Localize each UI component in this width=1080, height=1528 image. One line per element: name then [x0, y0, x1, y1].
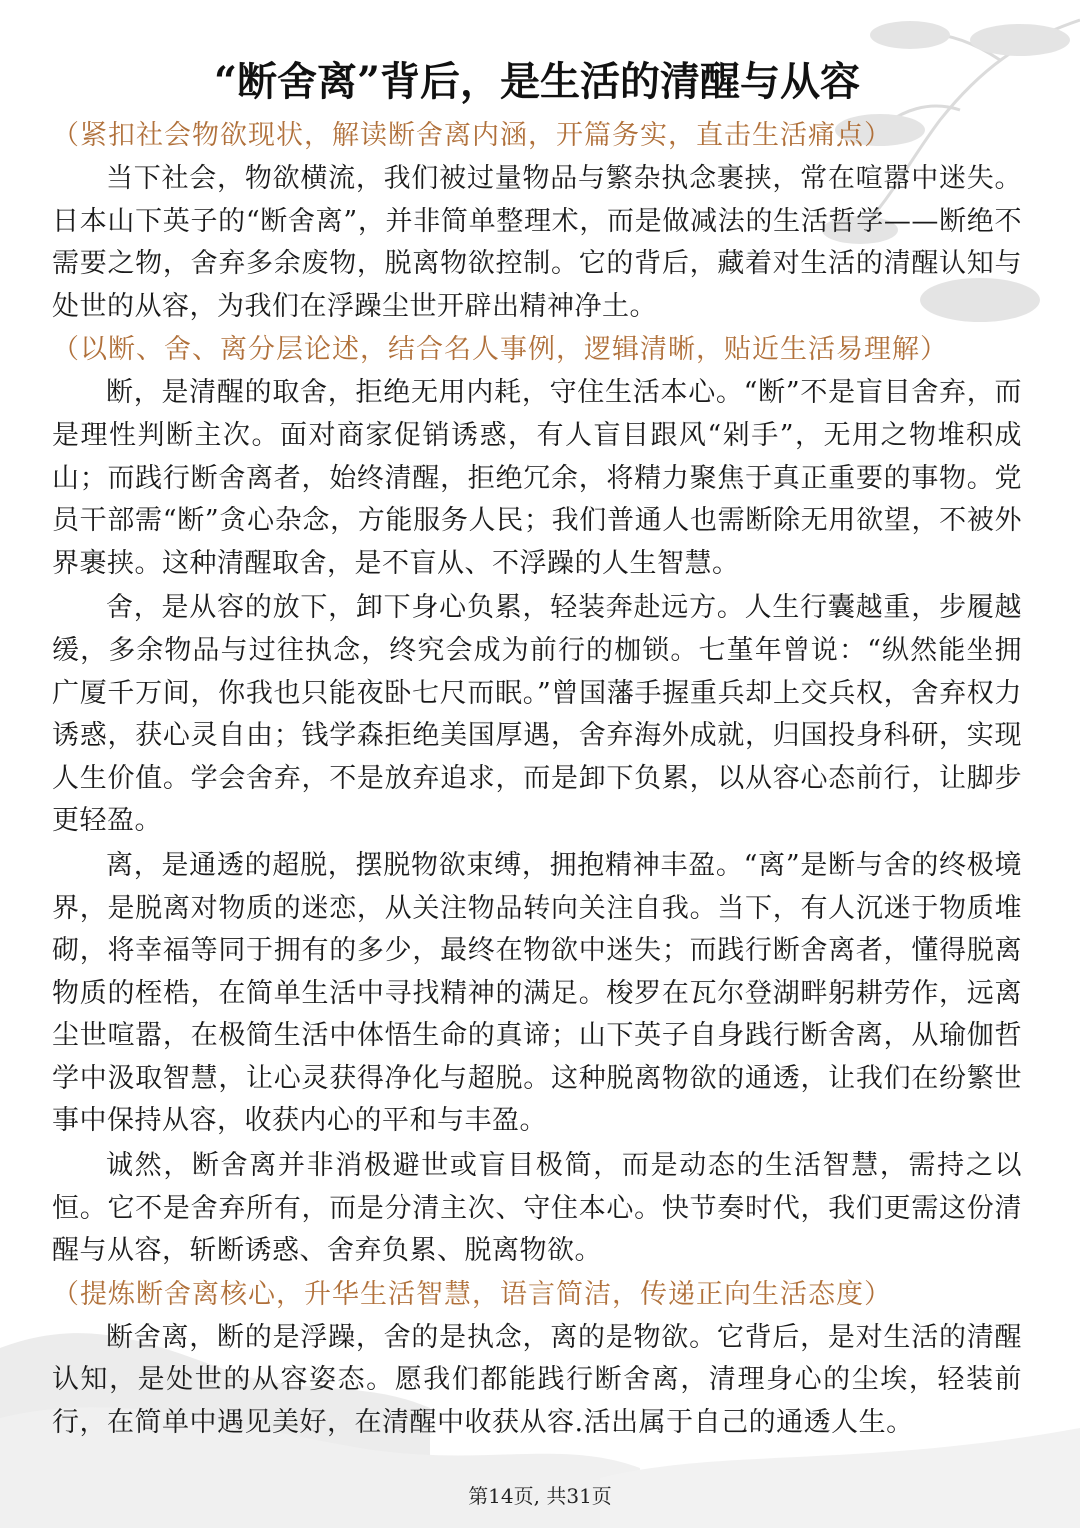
- page-title: “断舍离”背后，是生活的清醒与从容: [213, 58, 860, 105]
- paragraph-1: 当下社会，物欲横流，我们被过量物品与繁杂执念裹挟，常在喧嚣中迷失。日本山下英子的“断舍离”，并非简单整理术，而是做减法的生活哲学——断绝不需要之物，舍弃多余废物，脱离物欲控制。它的背后，藏着对生活的清醒认知与处世的从容，为我们在浮躁尘世开辟出精神净土。: [52, 163, 1022, 322]
- body-note: （以断、舍、离分层论述，结合名人事例，逻辑清晰，贴近生活易理解）: [52, 334, 948, 366]
- paragraph-6: 断舍离，断的是浮躁，舍的是执念，离的是物欲。它背后，是对生活的清醒认知，是处世的从容姿态。愿我们都能践行断舍离，清理身心的尘埃，轻装前行，在简单中遇见美好，在清醒中收获从容.活出属于自己的通透人生。: [52, 1321, 1022, 1439]
- paragraph-5: 诚然，断舍离并非消极避世或盲目极简，而是动态的生活智慧，需持之以恒。它不是舍弃所有，而是分清主次、守住本心。快节奏时代，我们更需这份清醒与从容，斩断诱惑、舍弃负累、脱离物欲。: [52, 1150, 1022, 1267]
- paragraph-3: 舍，是从容的放下，卸下身心负累，轻装奔赴远方。人生行囊越重，步履越缓，多余物品与过往执念，终究会成为前行的枷锁。七堇年曾说：“纵然能坐拥广厦千万间，你我也只能夜卧七尺而眠。”曾国藩手握重兵却上交兵权，舍弃权力诱惑，获心灵自由；钱学森拒绝美国厚遇，舍弃海外成就，归国投身科研，实现人生价值。学会舍弃，不是放弃追求，而是卸下负累，以从容心态前行，让脚步更轻盈。: [52, 592, 1022, 837]
- intro-note: （紧扣社会物欲现状，解读断舍离内涵，开篇务实，直击生活痛点）: [52, 120, 892, 151]
- page-number: 第14页, 共31页: [468, 1484, 612, 1508]
- paragraph-4: 离，是通透的超脱，摆脱物欲束缚，拥抱精神丰盈。“离”是断与舍的终极境界，是脱离对物质的迷恋，从关注物品转向关注自我。当下，有人沉迷于物质堆砌，将幸福等同于拥有的多少，最终在物欲中迷失；而践行断舍离者，懂得脱离物质的桎梏，在简单生活中寻找精神的满足。梭罗在瓦尔登湖畔躬耕劳作，远离尘世喧嚣，在极简生活中体悟生命的真谛；山下英子自身践行断舍离，从瑜伽哲学中汲取智慧，让心灵获得净化与超脱。这种脱离物欲的通透，让我们在纷繁世事中保持从容，收获内心的平和与丰盈。: [52, 849, 1022, 1137]
- document-body: [52, 56, 1022, 1447]
- conclusion-note: （提炼断舍离核心，升华生活智慧，语言简洁，传递正向生活态度）: [52, 1278, 892, 1310]
- paragraph-2: 断，是清醒的取舍，拒绝无用内耗，守住生活本心。“断”不是盲目舍弃，而是理性判断主次。面对商家促销诱惑，有人盲目跟风“剁手”，无用之物堆积成山；而践行断舍离者，始终清醒，拒绝冗余，将精力聚焦于真正重要的事物。党员干部需“断”贪心杂念，方能服务人民；我们普通人也需断除无用欲望，不被外界裹挟。这种清醒取舍，是不盲从、不浮躁的人生智慧。: [52, 377, 1022, 579]
